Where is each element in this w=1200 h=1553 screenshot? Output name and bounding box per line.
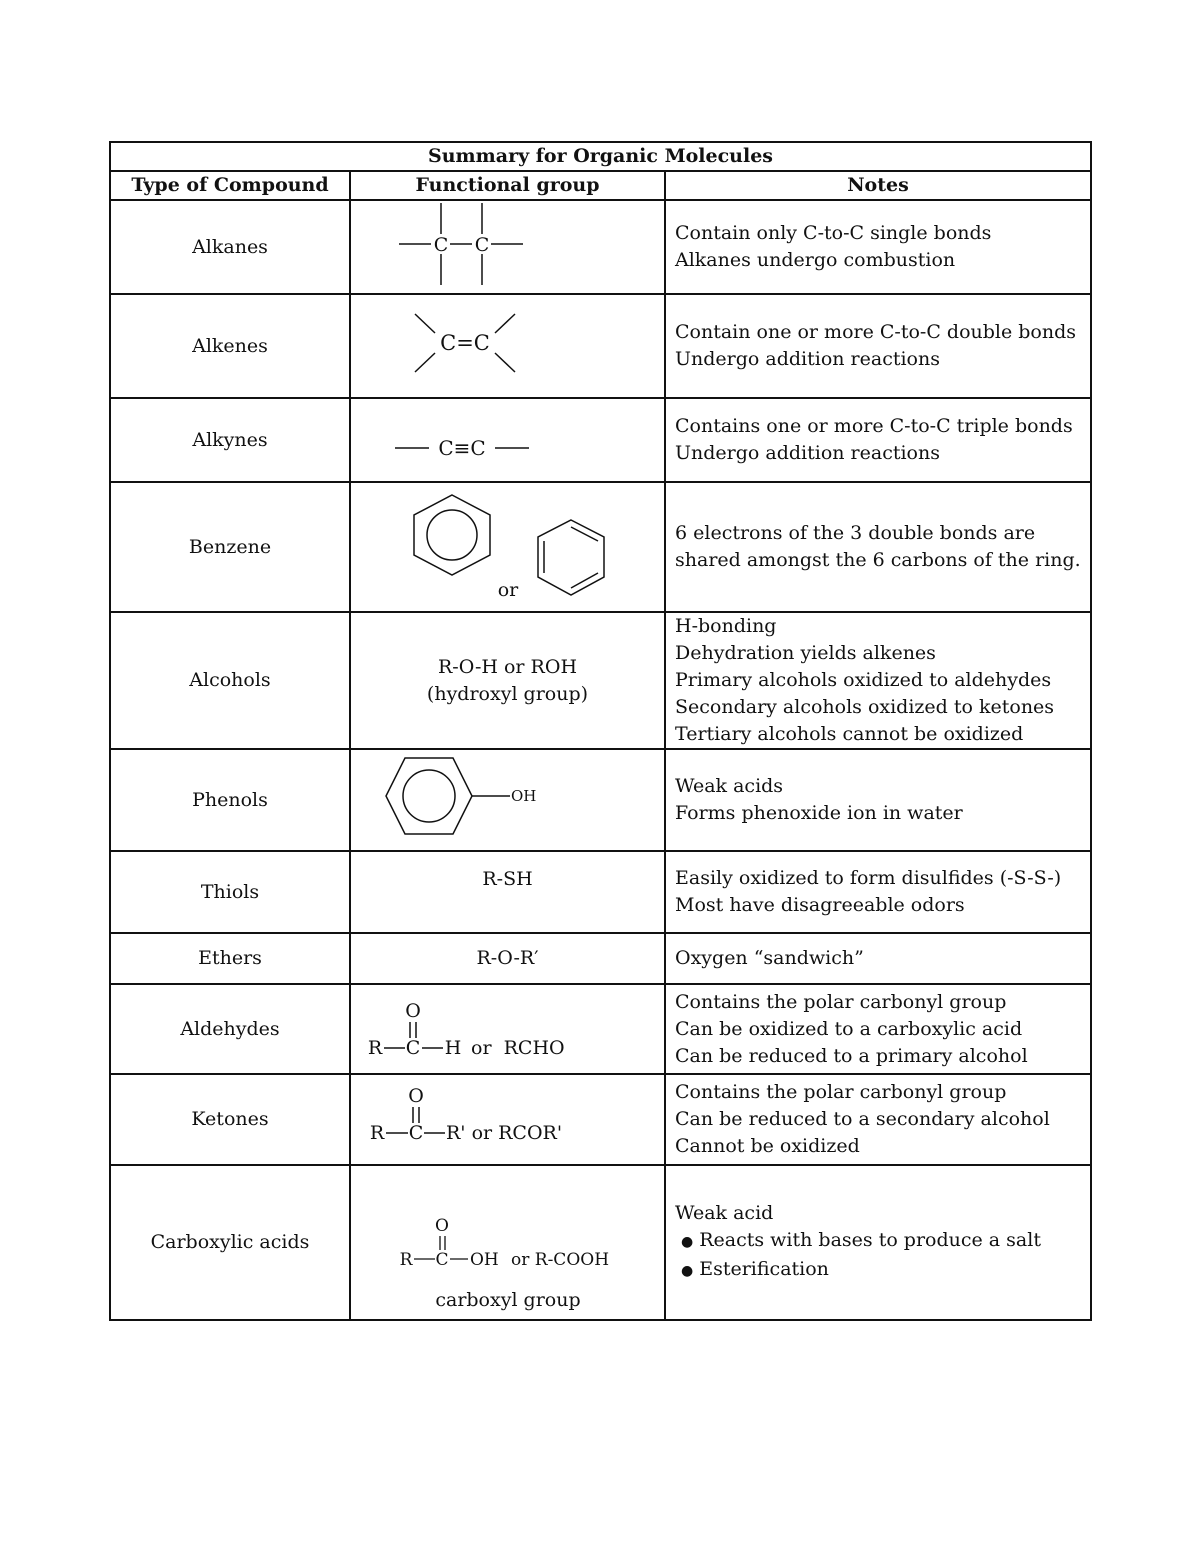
notes-cell <box>665 612 1091 749</box>
notes-cell <box>665 851 1091 933</box>
functional-group-cell <box>350 984 665 1074</box>
functional-group-cell <box>350 398 665 482</box>
carbon-atom: C <box>474 234 490 256</box>
table-row <box>110 200 1091 294</box>
functional-group-cell <box>350 1074 665 1165</box>
compound-type: Alkynes <box>110 398 350 482</box>
r-group: R <box>399 1250 413 1270</box>
compound-type: Phenols <box>110 749 350 851</box>
hydrogen-atom: H <box>444 1037 462 1059</box>
note-line: Primary alcohols oxidized to aldehydes <box>675 669 1052 691</box>
notes-cell <box>665 294 1091 398</box>
compound-type: Ketones <box>110 1074 350 1165</box>
notes-cell <box>665 933 1091 984</box>
note-line: H-bonding <box>675 615 777 637</box>
benzene-structures <box>351 483 664 603</box>
header-row <box>110 171 1091 200</box>
notes-cell <box>665 398 1091 482</box>
ketone-r-prime: R' or RCOR' <box>446 1122 563 1144</box>
bullet-icon: ● <box>681 1263 694 1279</box>
compound-type: Ethers <box>110 933 350 984</box>
note-line: Cannot be oxidized <box>675 1135 860 1157</box>
table-row <box>110 294 1091 398</box>
table-title: Summary for Organic Molecules <box>110 142 1091 171</box>
table-row <box>110 749 1091 851</box>
oxygen-atom: O <box>435 1216 449 1236</box>
note-line: Secondary alcohols oxidized to ketones <box>675 696 1055 718</box>
compound-type: Alkanes <box>110 200 350 294</box>
or-label: or <box>497 579 519 601</box>
note-line: shared amongst the 6 carbons of the ring. <box>675 549 1081 571</box>
header-functional-group: Functional group <box>350 171 665 200</box>
functional-group-cell <box>350 1165 665 1320</box>
bullet-text: Reacts with bases to produce a salt <box>699 1229 1041 1251</box>
hydroxyl-label: OH <box>511 787 537 805</box>
table-row <box>110 1074 1091 1165</box>
note-line: Contain only C-to-C single bonds <box>675 222 992 244</box>
header-type: Type of Compound <box>110 171 350 200</box>
table-row <box>110 398 1091 482</box>
functional-group-formula: R-O-R′ <box>476 947 539 969</box>
compound-type: Aldehydes <box>110 984 350 1074</box>
carbon-atom: C <box>408 1122 424 1144</box>
notes-cell <box>665 984 1091 1074</box>
note-line: Forms phenoxide ion in water <box>675 802 963 824</box>
compound-type: Benzene <box>110 482 350 612</box>
oxygen-atom: O <box>408 1085 424 1107</box>
notes-cell <box>665 482 1091 612</box>
note-line: Can be reduced to a secondary alcohol <box>675 1108 1050 1130</box>
note-line: Dehydration yields alkenes <box>675 642 936 664</box>
compound-type: Alcohols <box>110 612 350 749</box>
alkene-structure <box>351 295 664 389</box>
functional-group-cell <box>350 749 665 851</box>
note-line: Oxygen “sandwich” <box>675 947 864 969</box>
carboxyl-group-caption: carboxyl group <box>435 1289 581 1311</box>
functional-group-formula: R-O-H or ROH <box>437 655 578 678</box>
alkyne-structure <box>351 399 664 473</box>
hydroxyl-label: OH <box>470 1250 499 1270</box>
r-group: R <box>367 1037 383 1059</box>
note-line: Weak acids <box>675 775 784 797</box>
alkane-structure <box>351 201 664 285</box>
functional-group-cell <box>350 933 665 984</box>
compound-type: Thiols <box>110 851 350 933</box>
carboxylic-acid-structure <box>351 1166 664 1311</box>
notes-cell <box>665 1074 1091 1165</box>
note-line: Tertiary alcohols cannot be oxidized <box>675 723 1024 745</box>
functional-group-name: (hydroxyl group) <box>426 682 589 705</box>
bullet-item <box>675 1227 1090 1256</box>
note-line: Undergo addition reactions <box>675 348 940 370</box>
notes-cell <box>665 200 1091 294</box>
functional-group-formula: R-SH <box>482 868 533 890</box>
alkyne-label: C≡C <box>438 436 486 460</box>
table-row <box>110 984 1091 1074</box>
note-line: Contains the polar carbonyl group <box>675 1081 1007 1103</box>
carboxylic-alt-formula: or R-COOH <box>511 1250 610 1270</box>
note-line: Contains one or more C-to-C triple bonds <box>675 415 1073 437</box>
bullet-item <box>675 1256 1090 1285</box>
ketone-structure <box>351 1075 664 1156</box>
summary-table <box>109 141 1092 1321</box>
table-row <box>110 612 1091 749</box>
carbon-atom: C <box>435 1250 449 1270</box>
note-line: Contains the polar carbonyl group <box>675 990 1007 1013</box>
oxygen-atom: O <box>405 1000 421 1022</box>
bullet-text: Esterification <box>699 1258 829 1280</box>
note-line: Contain one or more C-to-C double bonds <box>675 321 1077 343</box>
carbon-atom: C <box>405 1037 421 1059</box>
table-row <box>110 933 1091 984</box>
table-row <box>110 482 1091 612</box>
functional-group-cell <box>350 200 665 294</box>
r-group: R <box>369 1122 385 1144</box>
compound-type: Carboxylic acids <box>110 1165 350 1320</box>
notes-cell <box>665 1165 1091 1320</box>
table-row <box>110 851 1091 933</box>
benzene-ring-kekule <box>538 520 604 595</box>
alkene-label: C=C <box>440 331 490 355</box>
compound-type: Alkenes <box>110 294 350 398</box>
notes-cell <box>665 749 1091 851</box>
functional-group-cell <box>350 294 665 398</box>
table-row <box>110 1165 1091 1320</box>
note-line: Easily oxidized to form disulfides (-S-S-) <box>675 867 1062 889</box>
note-line: Weak acid <box>675 1202 774 1224</box>
note-line: 6 electrons of the 3 double bonds are <box>675 522 1036 544</box>
note-line: Undergo addition reactions <box>675 442 940 464</box>
header-notes: Notes <box>665 171 1091 200</box>
bullet-icon: ● <box>681 1234 694 1250</box>
functional-group-cell <box>350 612 665 749</box>
carbon-atom: C <box>433 234 449 256</box>
note-line: Alkanes undergo combustion <box>675 249 956 271</box>
note-line: Most have disagreeable odors <box>675 894 965 916</box>
phenol-structure <box>351 750 664 842</box>
note-line: Can be oxidized to a carboxylic acid <box>675 1017 1023 1040</box>
note-line: Can be reduced to a primary alcohol <box>675 1044 1028 1067</box>
functional-group-cell <box>350 851 665 933</box>
benzene-ring-circle <box>414 495 490 575</box>
functional-group-cell <box>350 482 665 612</box>
aldehyde-structure <box>351 985 664 1065</box>
aldehyde-alt-formula: or RCHO <box>471 1037 565 1059</box>
